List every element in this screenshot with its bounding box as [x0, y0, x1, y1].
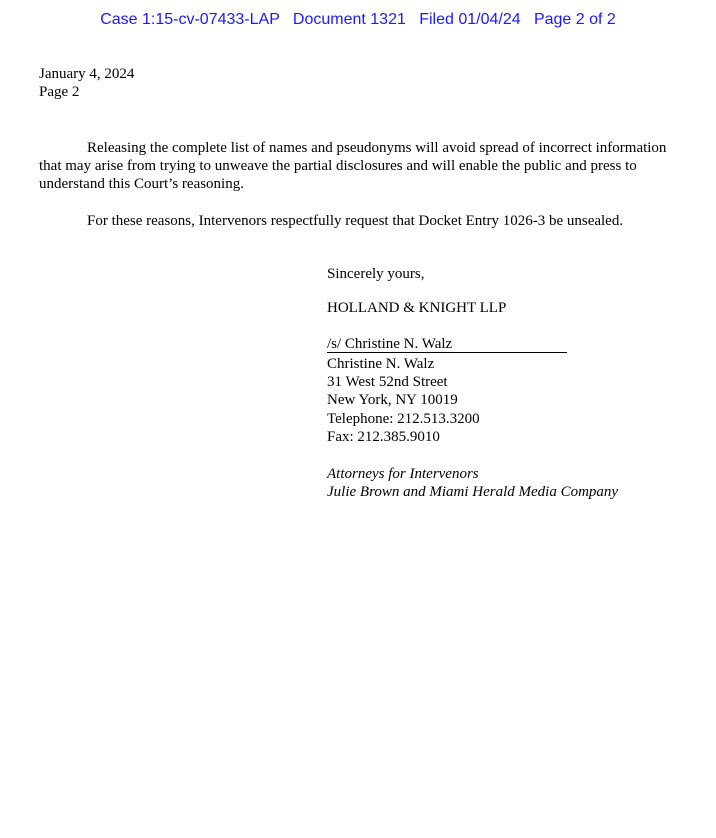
clients: Julie Brown and Miami Herald Media Company — [327, 484, 619, 501]
attorneys-for: Attorneys for Intervenors — [327, 466, 479, 482]
letter-header — [39, 65, 134, 101]
body-paragraph-1: Releasing the complete list of names and pseudonyms will avoid spread of incorrect information that may arise from trying to unweave the partial disclosures and will enable the public and press to understand this Court’s reasoning. — [39, 140, 667, 192]
case-header-stamp: Case 1:15-cv-07433-LAP Document 1321 Filed 01/04/24 Page 2 of 2 — [100, 11, 616, 28]
page-number: Page 2 — [39, 84, 80, 100]
letter-date: January 4, 2024 — [39, 66, 135, 82]
contact-block — [327, 355, 480, 446]
street-address: 31 West 52nd Street — [327, 374, 448, 391]
signature-line: /s/ Christine N. Walz — [327, 336, 567, 353]
fax: Fax: 212.385.9010 — [327, 428, 440, 445]
firm-name: HOLLAND & KNIGHT LLP — [327, 300, 507, 316]
closing-salutation: Sincerely yours, — [327, 266, 425, 282]
attorney-name: Christine N. Walz — [327, 356, 435, 372]
telephone: Telephone: 212.513.3200 — [327, 410, 480, 427]
city-state-zip: New York, NY 10019 — [327, 392, 458, 409]
attorneys-for-block — [327, 465, 618, 501]
body-paragraph-2: For these reasons, Intervenors respectfully request that Docket Entry 1026-3 be unsealed. — [87, 213, 624, 229]
